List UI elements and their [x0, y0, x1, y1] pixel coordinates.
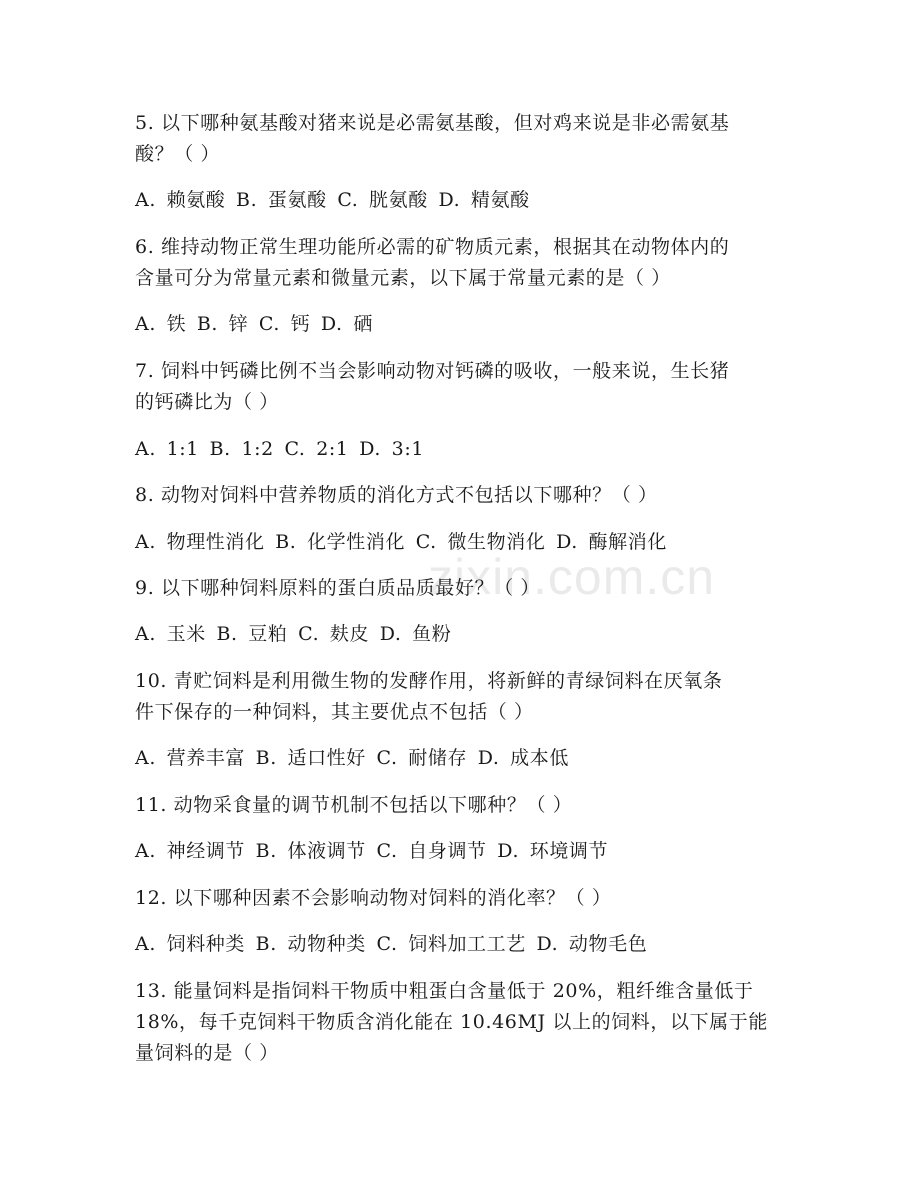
question-9-line-1: 9. 以下哪种饲料原料的蛋白质品质最好？（ ）	[135, 577, 541, 599]
question-11-line-1: 11. 动物采食量的调节机制不包括以下哪种？（ ）	[135, 794, 573, 816]
question-9-options: A. 玉米 B. 豆粕 C. 麸皮 D. 鱼粉	[135, 623, 452, 645]
question-12-options: A. 饲料种类 B. 动物种类 C. 饲料加工工艺 D. 动物毛色	[135, 933, 648, 955]
watermark: zixin.com.cn	[428, 549, 716, 605]
question-8-line-1: 8. 动物对饲料中营养物质的消化方式不包括以下哪种？（ ）	[135, 484, 658, 506]
question-7-line-1: 7. 饲料中钙磷比例不当会影响动物对钙磷的吸收，一般来说，生长猪	[135, 360, 730, 382]
question-8-options: A. 物理性消化 B. 化学性消化 C. 微生物消化 D. 酶解消化	[135, 531, 667, 553]
question-6-line-2: 含量可分为常量元素和微量元素，以下属于常量元素的是（ ）	[135, 267, 671, 289]
question-13-line-3: 量饲料的是（ ）	[135, 1042, 279, 1064]
question-11-options: A. 神经调节 B. 体液调节 C. 自身调节 D. 环境调节	[135, 840, 609, 862]
question-6-line-1: 6. 维持动物正常生理功能所必需的矿物质元素，根据其在动物体内的	[135, 236, 730, 258]
question-13-line-1: 13. 能量饲料是指饲料干物质中粗蛋白含量低于 20%，粗纤维含量低于	[135, 980, 754, 1002]
question-13-line-2: 18%，每千克饲料干物质含消化能在 10.46MJ 以上的饲料，以下属于能	[135, 1011, 768, 1033]
question-10-line-2: 件下保存的一种饲料，其主要优点不包括（ ）	[135, 701, 534, 723]
question-5-line-1: 5. 以下哪种氨基酸对猪来说是必需氨基酸，但对鸡来说是非必需氨基	[135, 112, 730, 134]
question-7-line-2: 的钙磷比为（ ）	[135, 391, 279, 413]
question-5-line-2: 酸？（ ）	[135, 143, 221, 165]
question-10-line-1: 10. 青贮饲料是利用微生物的发酵作用，将新鲜的青绿饲料在厌氧条	[135, 670, 723, 692]
question-6-options: A. 铁 B. 锌 C. 钙 D. 硒	[135, 313, 373, 335]
question-5-options: A. 赖氨酸 B. 蛋氨酸 C. 胱氨酸 D. 精氨酸	[135, 189, 530, 211]
question-10-options: A. 营养丰富 B. 适口性好 C. 耐储存 D. 成本低	[135, 747, 569, 769]
question-7-options: A. 1:1 B. 1:2 C. 2:1 D. 3:1	[135, 438, 425, 460]
question-12-line-1: 12. 以下哪种因素不会影响动物对饲料的消化率？（ ）	[135, 887, 612, 909]
